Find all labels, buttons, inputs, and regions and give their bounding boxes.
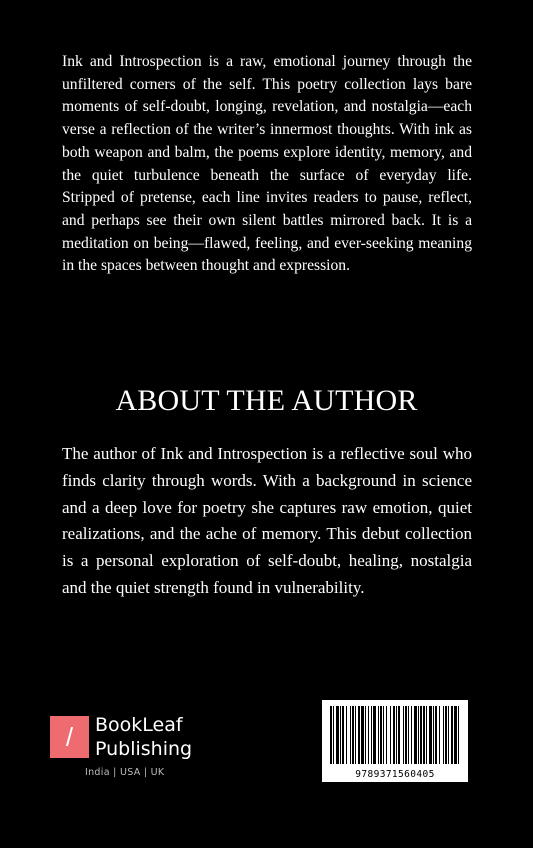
barcode-bar bbox=[342, 706, 344, 764]
barcode-bar bbox=[451, 706, 453, 764]
publisher-name-line1: BookLeaf bbox=[95, 714, 183, 736]
barcode-bar bbox=[445, 706, 447, 764]
barcode-bar bbox=[368, 706, 369, 764]
barcode-bar bbox=[433, 706, 434, 764]
book-blurb: Ink and Introspection is a raw, emotional journey through the unfiltered corners of the self. This poetry collection lays bare moments of self-doubt, longing, revelation, and nostalgia—each verse a reflection of the writer’s innermost thoughts. With ink as both weapon and balm, the poems explore identity, memory, and the quiet turbulence beneath the surface of everyday life. Stripped of pretense, each line invites readers to pause, reflect, and perhaps see their own silent battles mirrored back. It is a meditation on being—flawed, feeling, and ever-seeking meaning in the spaces between thought and expression. bbox=[62, 53, 472, 275]
barcode-bar bbox=[383, 706, 384, 764]
barcode-bar bbox=[454, 706, 457, 764]
barcode-bar bbox=[355, 706, 356, 764]
barcode-bar bbox=[408, 706, 409, 764]
barcode-bar bbox=[361, 706, 364, 764]
publisher-name bbox=[95, 713, 192, 761]
barcode-bar bbox=[350, 706, 351, 764]
barcode-bar bbox=[373, 706, 376, 764]
barcode bbox=[322, 700, 468, 782]
barcode-bar bbox=[390, 706, 391, 764]
publisher-name-line2: Publishing bbox=[95, 738, 193, 760]
barcode-bar bbox=[380, 706, 382, 764]
barcode-bar bbox=[423, 706, 425, 764]
barcode-bar bbox=[414, 706, 417, 764]
barcode-bar bbox=[340, 706, 341, 764]
barcode-bar bbox=[346, 706, 347, 764]
barcode-bar bbox=[352, 706, 354, 764]
barcode-bar bbox=[358, 706, 360, 764]
barcode-bar bbox=[378, 706, 379, 764]
barcode-bar bbox=[426, 706, 427, 764]
author-bio: The author of Ink and Introspection is a reflective soul who finds clarity through words. With a background in science and a deep love for poetry she captures raw emotion, quiet realizations, and the ache of memory. This debut collection is a personal exploration of self-doubt, healing, nostalgia and the quiet strength found in vulnerability. bbox=[62, 444, 472, 597]
barcode-bar bbox=[371, 706, 372, 764]
publisher-regions: India | USA | UK bbox=[85, 767, 165, 778]
barcode-bar bbox=[435, 706, 437, 764]
publisher-logo-icon: / bbox=[50, 716, 89, 758]
barcode-bar bbox=[429, 706, 432, 764]
barcode-bar bbox=[448, 706, 449, 764]
isbn-number: 9789371560405 bbox=[355, 769, 435, 780]
barcode-bar bbox=[418, 706, 419, 764]
barcode-bar bbox=[336, 706, 339, 764]
barcode-bar bbox=[411, 706, 412, 764]
barcode-bar bbox=[365, 706, 366, 764]
barcode-bar bbox=[439, 706, 440, 764]
barcode-bar bbox=[405, 706, 407, 764]
barcode-bar bbox=[458, 706, 459, 764]
barcode-bar bbox=[396, 706, 397, 764]
barcode-bar bbox=[420, 706, 422, 764]
barcode-bar bbox=[386, 706, 387, 764]
barcode-bar bbox=[393, 706, 395, 764]
barcode-bars bbox=[330, 706, 460, 764]
barcode-bar bbox=[398, 706, 400, 764]
barcode-bar bbox=[330, 706, 332, 764]
barcode-bar bbox=[333, 706, 334, 764]
about-author-heading: ABOUT THE AUTHOR bbox=[115, 384, 418, 417]
barcode-bar bbox=[403, 706, 404, 764]
barcode-bar bbox=[443, 706, 444, 764]
